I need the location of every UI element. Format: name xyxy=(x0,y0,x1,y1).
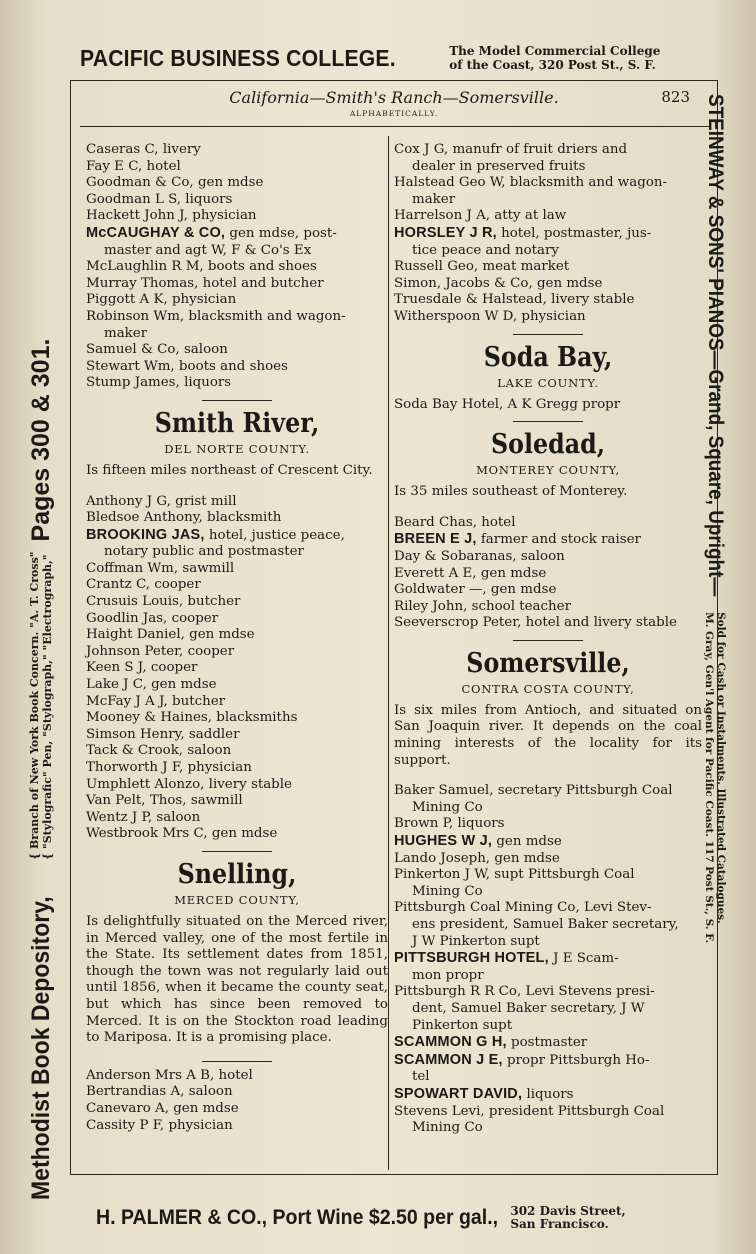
entry-continuation: dent, Samuel Baker secretary, J W xyxy=(412,1000,645,1016)
directory-entry: Johnson Peter, cooper xyxy=(86,643,235,659)
running-head-subtitle: ALPHABETICALLY. xyxy=(349,109,439,118)
directory-entry xyxy=(394,1086,702,1104)
section-rule xyxy=(513,334,583,335)
entry-detail: hotel, justice peace, xyxy=(204,527,345,543)
entry-continuation: ens president, Samuel Baker secretary, xyxy=(412,917,679,932)
top-ad-tagline xyxy=(449,44,660,72)
directory-entry: Pittsburgh R R Co, Levi Stevens presi- xyxy=(394,984,655,1000)
entry-detail: gen mdse xyxy=(492,834,562,850)
header-rule xyxy=(80,126,710,127)
entry-detail: propr Pittsburgh Ho- xyxy=(502,1052,650,1068)
directory-entry xyxy=(394,950,702,968)
directory-entry: Truesdale & Halstead, livery stable xyxy=(394,292,635,308)
directory-entry: Everett A E, gen mdse xyxy=(394,565,547,581)
directory-entry: Beard Chas, hotel xyxy=(394,514,516,530)
page-number: 823 xyxy=(661,88,690,106)
left-ad-line1: { Branch of New York Book Concern. "A. T. Cross" xyxy=(28,551,41,860)
section-rule xyxy=(202,400,272,401)
entry-detail: J E Scam- xyxy=(548,951,619,967)
directory-entry: Lando Joseph, gen mdse xyxy=(394,850,560,866)
directory-entry xyxy=(394,531,702,549)
directory-entry: Riley John, school teacher xyxy=(394,598,571,614)
directory-entry: Goodman L S, liquors xyxy=(86,191,233,207)
directory-entry: Anthony J G, grist mill xyxy=(86,493,237,509)
entry-name-bold: HUGHES W J, xyxy=(394,833,493,850)
town-heading: Soledad, xyxy=(490,429,606,461)
town-description: Is six miles from Antioch, and situated on San Joaquin river. It depends on the coal mining interests of the locality for its support. xyxy=(394,702,702,768)
town-heading: Smith River, xyxy=(154,407,320,439)
left-ad-pages: Pages 300 & 301. xyxy=(26,338,55,542)
directory-entry: Cox J G, manufr of fruit driers and xyxy=(394,142,628,157)
directory-entry: Simson Henry, saddler xyxy=(86,726,240,742)
entry-detail: liquors xyxy=(522,1086,574,1102)
directory-entry: Baker Samuel, secretary Pittsburgh Coal xyxy=(394,783,673,799)
county-label: DEL NORTE COUNTY. xyxy=(164,441,310,456)
town-description: Is 35 miles southeast of Monterey. xyxy=(394,484,628,500)
directory-entry: Goodlin Jas, cooper xyxy=(86,610,219,626)
right-ad-line2: M. Gray, Gen'l Agent for Pacific Coast. 117 Post St., S. F. xyxy=(703,612,715,944)
directory-entry: Caseras C, livery xyxy=(86,142,201,157)
town-heading: Soda Bay, xyxy=(483,341,613,373)
directory-entry: Halstead Geo W, blacksmith and wagon- xyxy=(394,175,668,191)
top-ad-main: PACIFIC BUSINESS COLLEGE. xyxy=(80,44,396,71)
directory-entry: Hackett John J, physician xyxy=(86,208,257,224)
directory-entry: Stewart Wm, boots and shoes xyxy=(86,358,288,374)
directory-entry: Tack & Crook, saloon xyxy=(86,743,232,759)
section-rule xyxy=(202,851,272,852)
directory-entry: Mooney & Haines, blacksmiths xyxy=(86,710,298,726)
directory-entry: Bertrandias A, saloon xyxy=(86,1084,233,1100)
top-advertisement xyxy=(80,38,720,78)
left-column xyxy=(86,142,388,1134)
section-rule xyxy=(513,421,583,422)
directory-entry: Wentz J P, saloon xyxy=(86,809,201,825)
entry-name-bold: McCAUGHAY & CO, xyxy=(86,224,226,241)
directory-entry: Stump James, liquors xyxy=(86,375,232,391)
directory-entry xyxy=(86,225,388,243)
town-description: Is delightfully situated on the Merced river, in Merced valley, one of the most fertile in the State. Its settlement dates from 1851, though the town was not regularly laid out until 1856, when it became the county seat, but which has since been removed to Merced. It is on the Stockton road leading to Mariposa. It is a promising place. xyxy=(86,913,388,1046)
top-ad-line2: of the Coast, 320 Post St., S. F. xyxy=(449,58,656,72)
bottom-ad-main: H. PALMER & CO., Port Wine $2.50 per gal., xyxy=(96,1206,499,1229)
directory-entry: Murray Thomas, hotel and butcher xyxy=(86,275,324,291)
entry-continuation: mon propr xyxy=(412,967,484,983)
county-label: CONTRA COSTA COUNTY, xyxy=(461,681,635,696)
entry-name-bold: PITTSBURGH HOTEL, xyxy=(394,950,549,967)
directory-entry: Bledsoe Anthony, blacksmith xyxy=(86,510,282,526)
directory-entry xyxy=(394,1034,702,1052)
entry-continuation: tice peace and notary xyxy=(412,242,559,258)
right-margin-advertisement xyxy=(686,94,744,1204)
entry-detail: postmaster xyxy=(506,1035,588,1051)
directory-entry: Harrelson J A, atty at law xyxy=(394,208,567,224)
section-rule xyxy=(202,1061,272,1062)
directory-entry: Thorworth J F, physician xyxy=(86,760,252,775)
directory-entry: Westbrook Mrs C, gen mdse xyxy=(86,826,278,842)
directory-entry xyxy=(394,833,702,851)
county-label: MONTEREY COUNTY, xyxy=(476,463,620,478)
directory-entry: Keen S J, cooper xyxy=(86,660,198,676)
directory-entry: Simon, Jacobs & Co, gen mdse xyxy=(394,275,603,291)
directory-entry: Soda Bay Hotel, A K Gregg propr xyxy=(394,396,621,412)
directory-entry: Stevens Levi, president Pittsburgh Coal xyxy=(394,1103,665,1119)
running-head xyxy=(70,86,718,126)
right-ad-main: STEINWAY & SONS' PIANOS—Grand, Square, Upright— xyxy=(704,94,727,597)
entry-detail: farmer and stock raiser xyxy=(476,532,641,548)
directory-entry: Seeverscrop Peter, hotel and livery stable xyxy=(394,615,677,631)
directory-entry: Brown P, liquors xyxy=(394,816,505,832)
top-ad-line1: The Model Commercial College xyxy=(449,44,661,58)
entry-continuation: dealer in preserved fruits xyxy=(412,158,586,174)
directory-entry: Cassity P F, physician xyxy=(86,1117,233,1133)
directory-entry: Fay E C, hotel xyxy=(86,158,181,174)
bottom-advertisement xyxy=(96,1198,716,1238)
column-divider xyxy=(388,136,389,1170)
entry-continuation: tel xyxy=(412,1069,430,1085)
bottom-ad-line2: San Francisco. xyxy=(510,1217,609,1231)
directory-entry: Van Pelt, Thos, sawmill xyxy=(86,793,243,809)
right-ad-line1: Sold for Cash or Instalments. Illustrated Catalogues. xyxy=(715,612,727,924)
directory-entry: Umphlett Alonzo, livery stable xyxy=(86,776,292,792)
entry-continuation: notary public and postmaster xyxy=(104,544,304,560)
directory-entry: Witherspoon W D, physician xyxy=(394,308,586,324)
entry-continuation: master and agt W, F & Co's Ex xyxy=(104,242,312,258)
entry-detail: gen mdse, post- xyxy=(225,225,337,241)
left-ad-main: Methodist Book Depository, xyxy=(26,896,55,1200)
directory-entry: Piggott A K, physician xyxy=(86,292,237,308)
county-label: LAKE COUNTY. xyxy=(497,375,599,390)
directory-entry: Coffman Wm, sawmill xyxy=(86,560,235,576)
entry-continuation: maker xyxy=(104,325,148,341)
directory-entry: Samuel & Co, saloon xyxy=(86,342,228,358)
entry-continuation: Pinkerton supt xyxy=(412,1017,513,1033)
directory-entry: Pittsburgh Coal Mining Co, Levi Stev- xyxy=(394,900,652,916)
entry-name-bold: SPOWART DAVID, xyxy=(394,1085,523,1102)
entry-name-bold: SCAMMON J E, xyxy=(394,1051,503,1068)
directory-entry: Goodman & Co, gen mdse xyxy=(86,175,264,191)
left-ad-line2: { "Stylografic" Pen, "Stylograph," "Electrograph," xyxy=(41,554,54,860)
bottom-ad-line1: 302 Davis Street, xyxy=(510,1204,626,1218)
right-ad-details xyxy=(703,612,727,943)
directory-entry xyxy=(394,1052,702,1070)
left-margin-advertisement xyxy=(12,90,70,1200)
directory-entry: Anderson Mrs A B, hotel xyxy=(86,1067,253,1083)
directory-entry: Canevaro A, gen mdse xyxy=(86,1100,239,1116)
entry-name-bold: SCAMMON G H, xyxy=(394,1034,507,1051)
left-ad-details xyxy=(28,551,54,859)
directory-entry: Pinkerton J W, supt Pittsburgh Coal xyxy=(394,867,635,883)
entry-name-bold: BREEN E J, xyxy=(394,531,477,548)
entry-continuation: Mining Co xyxy=(412,883,483,899)
entry-detail: hotel, postmaster, jus- xyxy=(496,225,652,241)
running-head-title: California—Smith's Ranch—Somersville. xyxy=(229,88,559,107)
directory-entry: Robinson Wm, blacksmith and wagon- xyxy=(86,308,346,324)
entry-continuation: Mining Co xyxy=(412,1120,483,1136)
town-heading: Snelling, xyxy=(177,858,297,890)
entry-continuation: Mining Co xyxy=(412,799,483,815)
directory-entry: Day & Sobaranas, saloon xyxy=(394,548,565,564)
entry-continuation: maker xyxy=(412,191,456,207)
directory-entry: Haight Daniel, gen mdse xyxy=(86,627,255,643)
directory-entry xyxy=(86,527,388,545)
directory-entry xyxy=(394,225,702,243)
entry-continuation: J W Pinkerton supt xyxy=(412,933,540,949)
county-label: MERCED COUNTY, xyxy=(174,892,300,907)
town-heading: Somersville, xyxy=(466,647,630,679)
directory-entry: McFay J A J, butcher xyxy=(86,693,226,709)
directory-entry: Lake J C, gen mdse xyxy=(86,677,217,693)
right-column xyxy=(394,142,702,1137)
directory-entry: Goldwater —, gen mdse xyxy=(394,582,557,598)
directory-entry: Crusuis Louis, butcher xyxy=(86,594,241,610)
directory-entry: Crantz C, cooper xyxy=(86,577,201,593)
bottom-ad-address xyxy=(510,1205,625,1231)
directory-entry: McLaughlin R M, boots and shoes xyxy=(86,259,317,275)
section-rule xyxy=(513,640,583,641)
entry-name-bold: BROOKING JAS, xyxy=(86,526,205,543)
entry-name-bold: HORSLEY J R, xyxy=(394,224,497,241)
directory-entry: Russell Geo, meat market xyxy=(394,259,570,275)
town-description: Is fifteen miles northeast of Crescent City. xyxy=(86,462,373,478)
